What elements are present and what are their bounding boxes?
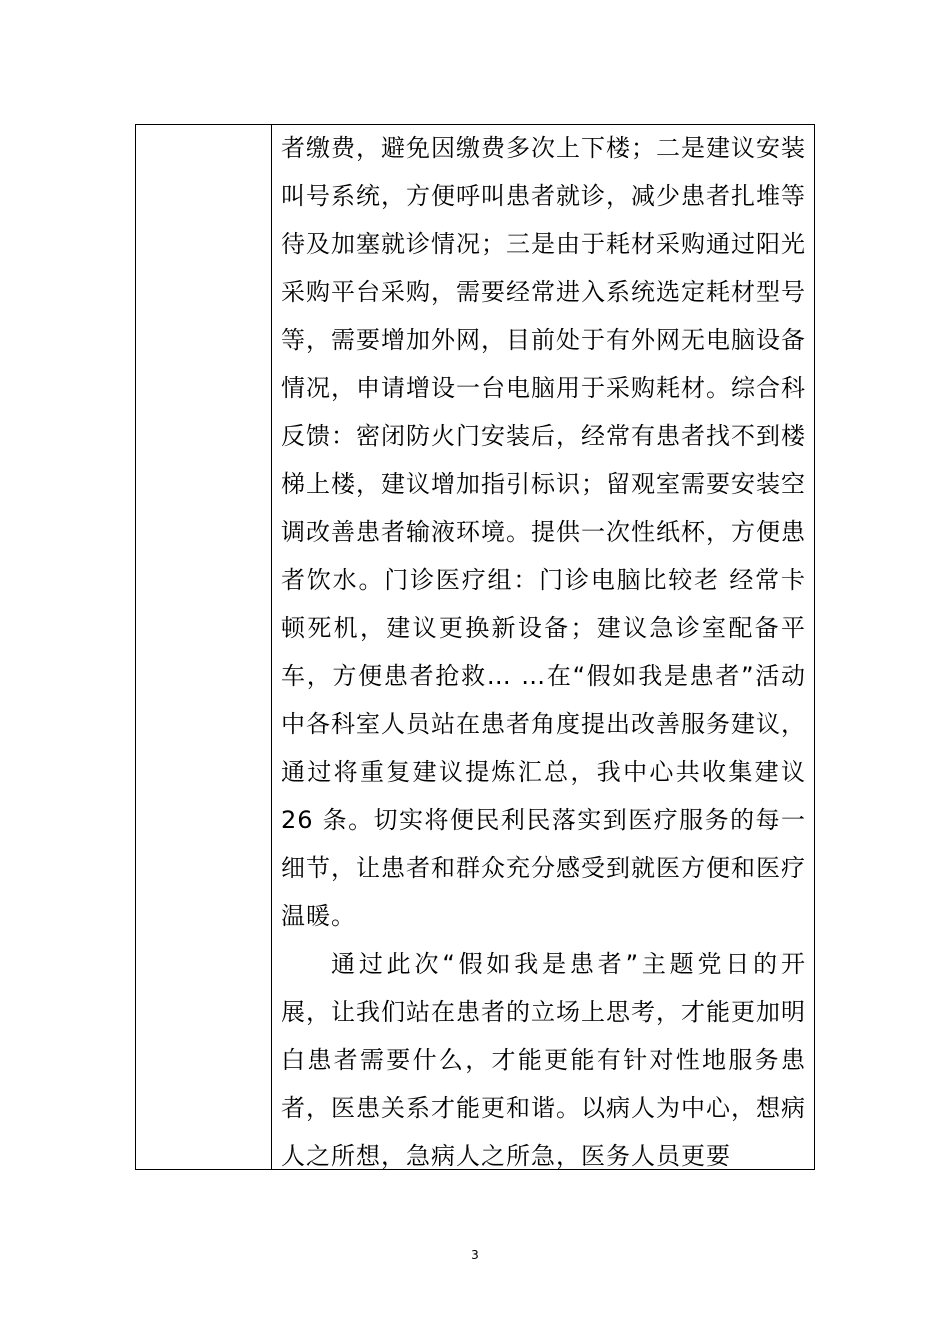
body-paragraph-2: 通过此次“假如我是患者”主题党日的开展，让我们站在患者的立场上思考，才能更加明白患者需要什么，才能更能有针对性地服务患者，医患关系才能更和谐。以病人为中心，想病人之所想，急病人之所急，医务人员更要 <box>281 950 806 1169</box>
content-table <box>135 124 815 1170</box>
table-content-cell <box>272 125 814 1169</box>
body-paragraph-1: 者缴费，避免因缴费多次上下楼；二是建议安装叫号系统，方便呼叫患者就诊，减少患者扎堆等待及加塞就诊情况；三是由于耗材采购通过阳光采购平台采购，需要经常进入系统选定耗材型号等，需要增加外网，目前处于有外网无电脑设备情况，申请增设一台电脑用于采购耗材。综合科反馈：密闭防火门安装后，经常有患者找不到楼梯上楼，建议增加指引标识；留观室需要安装空调改善患者输液环境。提供一次性纸杯，方便患者饮水。门诊医疗组：门诊电脑比较老 经常卡顿死机，建议更换新设备；建议急诊室配备平车，方便患者抢救… …在“假如我是患者”活动中各科室人员站在患者角度提出改善服务建议，通过将重复建议提炼汇总，我中心共收集建议 26 条。切实将便民利民落实到医疗服务的每一细节，让患者和群众充分感受到就医方便和医疗温暖。 <box>281 134 806 930</box>
page-number: 3 <box>471 1248 479 1262</box>
table-label-cell <box>136 125 272 1169</box>
